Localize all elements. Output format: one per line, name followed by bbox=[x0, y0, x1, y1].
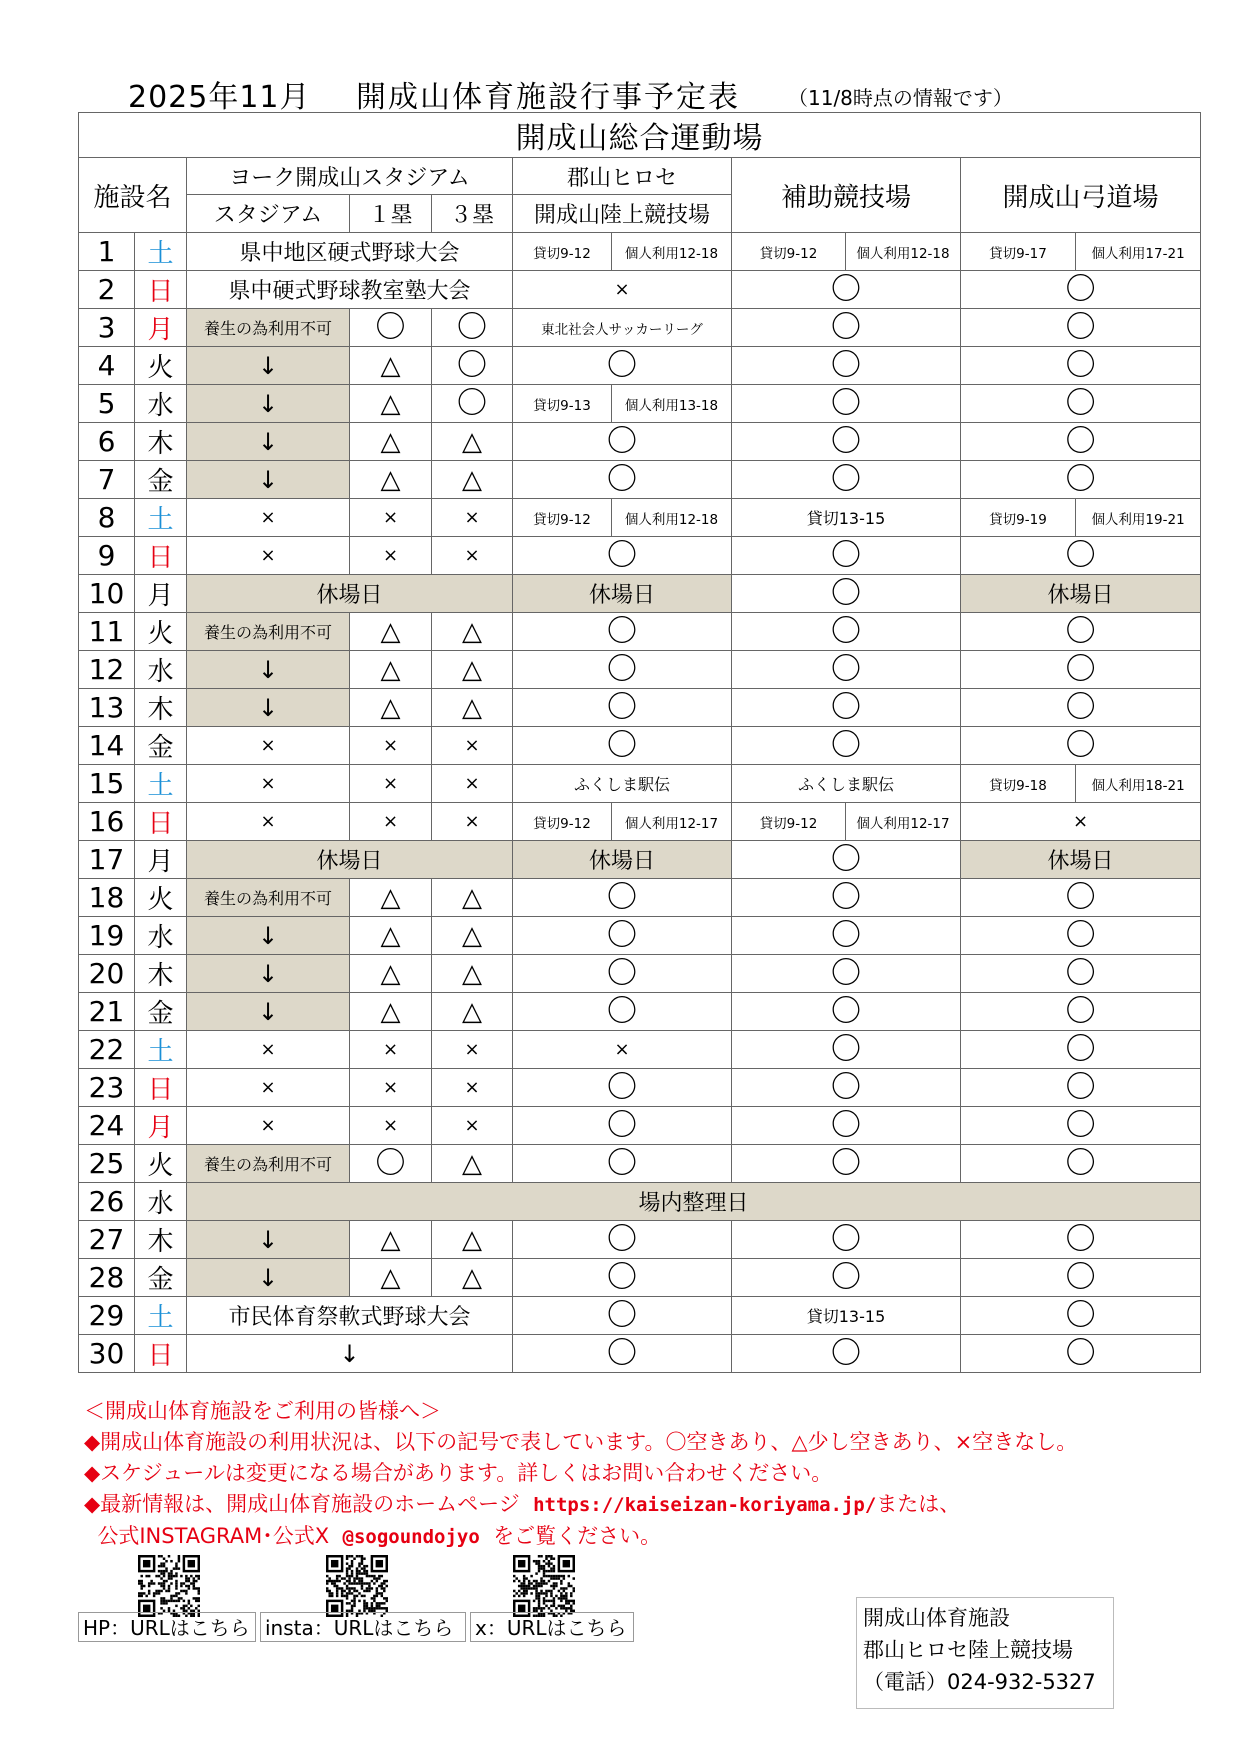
header-athletics: 開成山陸上競技場 bbox=[513, 195, 732, 233]
title-note: （11/8時点の情報です） bbox=[788, 86, 1013, 110]
day-number: 9 bbox=[79, 537, 135, 575]
title-main: 開成山体育施設行事予定表 bbox=[356, 80, 740, 115]
table-row bbox=[79, 689, 1201, 727]
schedule-cell: 〇 bbox=[961, 1335, 1201, 1373]
schedule-cell: 個人利用12-18 bbox=[846, 233, 961, 271]
schedule-cell: × bbox=[350, 537, 432, 575]
schedule-cell: ↓ bbox=[187, 1221, 350, 1259]
table-row bbox=[79, 841, 1201, 879]
day-weekday: 木 bbox=[135, 423, 187, 461]
day-weekday: 火 bbox=[135, 613, 187, 651]
notice-symbols: ◆開成山体育施設の利用状況は、以下の記号で表しています。〇空きあり、△少し空きあり、×空きなし。 bbox=[84, 1430, 1078, 1454]
table-row bbox=[79, 347, 1201, 385]
schedule-cell: 貸切9-18 bbox=[961, 765, 1076, 803]
schedule-cell: 〇 bbox=[732, 1335, 961, 1373]
schedule-cell: △ bbox=[350, 461, 432, 499]
day-number: 4 bbox=[79, 347, 135, 385]
notice-or: または、 bbox=[876, 1492, 961, 1516]
schedule-cell: 個人利用12-18 bbox=[612, 499, 732, 537]
schedule-cell: 貸切9-12 bbox=[513, 499, 612, 537]
schedule-cell: 〇 bbox=[961, 1259, 1201, 1297]
header-field3: ３塁 bbox=[432, 195, 513, 233]
notice-social-text: 公式INSTAGRAM･公式X bbox=[97, 1524, 330, 1548]
schedule-cell: 〇 bbox=[513, 1069, 732, 1107]
table-row bbox=[79, 993, 1201, 1031]
schedule-cell: 〇 bbox=[961, 461, 1201, 499]
schedule-cell: 〇 bbox=[513, 613, 732, 651]
schedule-cell: ふくしま駅伝 bbox=[732, 765, 961, 803]
schedule-cell: 〇 bbox=[961, 537, 1201, 575]
day-number: 13 bbox=[79, 689, 135, 727]
day-weekday: 土 bbox=[135, 1297, 187, 1335]
day-number: 23 bbox=[79, 1069, 135, 1107]
schedule-cell: 休場日 bbox=[187, 841, 513, 879]
table-row bbox=[79, 233, 1201, 271]
schedule-cell: 養生の為利用不可 bbox=[187, 1145, 350, 1183]
table-row bbox=[79, 423, 1201, 461]
day-weekday: 木 bbox=[135, 955, 187, 993]
schedule-cell: 〇 bbox=[961, 651, 1201, 689]
social-handle[interactable]: @sogoundojyo bbox=[342, 1526, 480, 1548]
day-weekday: 火 bbox=[135, 347, 187, 385]
contact-phone: （電話）024-932-5327 bbox=[863, 1670, 1096, 1694]
notice-website bbox=[84, 1489, 1224, 1521]
contact-facility: 開成山体育施設 bbox=[863, 1606, 1010, 1630]
schedule-cell: × bbox=[432, 1069, 513, 1107]
schedule-cell: 個人利用18-21 bbox=[1076, 765, 1201, 803]
day-number: 29 bbox=[79, 1297, 135, 1335]
schedule-cell: 〇 bbox=[732, 917, 961, 955]
schedule-cell: × bbox=[187, 1031, 350, 1069]
table-row bbox=[79, 385, 1201, 423]
table-row bbox=[79, 1069, 1201, 1107]
schedule-cell: 〇 bbox=[961, 347, 1201, 385]
schedule-table bbox=[78, 112, 1201, 1373]
day-number: 27 bbox=[79, 1221, 135, 1259]
schedule-cell: 〇 bbox=[961, 309, 1201, 347]
schedule-cell: × bbox=[350, 1107, 432, 1145]
day-weekday: 金 bbox=[135, 461, 187, 499]
schedule-cell: 〇 bbox=[732, 271, 961, 309]
qr-code-insta[interactable] bbox=[326, 1555, 388, 1617]
day-number: 24 bbox=[79, 1107, 135, 1145]
table-row bbox=[79, 765, 1201, 803]
notice-social bbox=[84, 1521, 1224, 1553]
schedule-cell: 休場日 bbox=[513, 575, 732, 613]
schedule-cell: 〇 bbox=[961, 993, 1201, 1031]
table-row bbox=[79, 1221, 1201, 1259]
schedule-cell: 〇 bbox=[732, 1031, 961, 1069]
day-weekday: 水 bbox=[135, 385, 187, 423]
header-facility: 施設名 bbox=[79, 158, 187, 233]
schedule-cell: 〇 bbox=[961, 1145, 1201, 1183]
schedule-cell: 〇 bbox=[961, 1031, 1201, 1069]
schedule-cell: 〇 bbox=[732, 651, 961, 689]
schedule-cell: △ bbox=[432, 955, 513, 993]
schedule-cell: △ bbox=[432, 461, 513, 499]
x-link[interactable]: x：URLはこちら bbox=[470, 1612, 634, 1642]
table-row bbox=[79, 879, 1201, 917]
day-weekday: 日 bbox=[135, 1069, 187, 1107]
schedule-cell: × bbox=[432, 765, 513, 803]
table-row bbox=[79, 1335, 1201, 1373]
table-row bbox=[79, 1031, 1201, 1069]
qr-code-x[interactable] bbox=[513, 1555, 575, 1617]
table-row bbox=[79, 271, 1201, 309]
schedule-cell: 〇 bbox=[732, 347, 961, 385]
day-weekday: 土 bbox=[135, 765, 187, 803]
schedule-cell: 貸切9-12 bbox=[513, 803, 612, 841]
schedule-cell: 貸切9-19 bbox=[961, 499, 1076, 537]
table-row bbox=[79, 575, 1201, 613]
schedule-cell: 〇 bbox=[513, 917, 732, 955]
schedule-cell: × bbox=[513, 271, 732, 309]
title-month: 2025年11月 bbox=[128, 80, 311, 115]
day-weekday: 土 bbox=[135, 499, 187, 537]
schedule-cell: △ bbox=[350, 1221, 432, 1259]
schedule-cell: △ bbox=[432, 613, 513, 651]
schedule-cell: ↓ bbox=[187, 917, 350, 955]
schedule-cell: △ bbox=[432, 423, 513, 461]
day-weekday: 日 bbox=[135, 1335, 187, 1373]
schedule-cell: ↓ bbox=[187, 955, 350, 993]
table-row bbox=[79, 499, 1201, 537]
schedule-cell: △ bbox=[350, 993, 432, 1031]
schedule-cell: △ bbox=[350, 423, 432, 461]
table-row bbox=[79, 461, 1201, 499]
header-yorku: ヨーク開成山スタジアム bbox=[187, 158, 513, 195]
table-row bbox=[79, 1259, 1201, 1297]
schedule-cell: 〇 bbox=[961, 689, 1201, 727]
schedule-cell: × bbox=[350, 765, 432, 803]
schedule-cell: × bbox=[350, 1031, 432, 1069]
day-number: 7 bbox=[79, 461, 135, 499]
header-field1: １塁 bbox=[350, 195, 432, 233]
schedule-cell: 〇 bbox=[513, 993, 732, 1031]
schedule-cell: 〇 bbox=[432, 347, 513, 385]
insta-link[interactable]: insta：URLはこちら bbox=[260, 1612, 466, 1642]
schedule-cell: 〇 bbox=[432, 385, 513, 423]
schedule-cell: △ bbox=[350, 651, 432, 689]
day-weekday: 金 bbox=[135, 993, 187, 1031]
day-weekday: 土 bbox=[135, 233, 187, 271]
schedule-cell: △ bbox=[350, 385, 432, 423]
schedule-cell: 〇 bbox=[513, 1145, 732, 1183]
schedule-cell: 〇 bbox=[513, 423, 732, 461]
day-number: 17 bbox=[79, 841, 135, 879]
schedule-cell: 〇 bbox=[513, 689, 732, 727]
day-weekday: 金 bbox=[135, 727, 187, 765]
schedule-cell: 〇 bbox=[732, 1107, 961, 1145]
schedule-cell: △ bbox=[432, 879, 513, 917]
schedule-cell: 〇 bbox=[732, 309, 961, 347]
day-number: 10 bbox=[79, 575, 135, 613]
day-weekday: 水 bbox=[135, 651, 187, 689]
schedule-cell: 〇 bbox=[732, 385, 961, 423]
schedule-cell: 〇 bbox=[961, 917, 1201, 955]
day-weekday: 日 bbox=[135, 537, 187, 575]
schedule-cell: × bbox=[350, 499, 432, 537]
schedule-cell: 〇 bbox=[432, 309, 513, 347]
schedule-cell: × bbox=[187, 803, 350, 841]
schedule-cell: × bbox=[432, 1031, 513, 1069]
schedule-cell: × bbox=[432, 1107, 513, 1145]
contact-stadium: 郡山ヒロセ陸上競技場 bbox=[863, 1638, 1073, 1662]
table-row bbox=[79, 1183, 1201, 1221]
schedule-cell: ↓ bbox=[187, 461, 350, 499]
day-number: 2 bbox=[79, 271, 135, 309]
schedule-cell: 休場日 bbox=[961, 841, 1201, 879]
schedule-cell: △ bbox=[432, 1145, 513, 1183]
schedule-cell: △ bbox=[432, 1221, 513, 1259]
notice-website-text: ◆最新情報は、開成山体育施設のホームページ bbox=[84, 1492, 520, 1516]
schedule-cell: ↓ bbox=[187, 993, 350, 1031]
schedule-cell: 〇 bbox=[732, 461, 961, 499]
schedule-cell: 〇 bbox=[732, 1069, 961, 1107]
day-weekday: 月 bbox=[135, 1107, 187, 1145]
schedule-cell: × bbox=[350, 1069, 432, 1107]
day-number: 30 bbox=[79, 1335, 135, 1373]
schedule-cell: 休場日 bbox=[961, 575, 1201, 613]
day-weekday: 水 bbox=[135, 917, 187, 955]
notice-block bbox=[84, 1396, 1224, 1553]
schedule-cell: 〇 bbox=[732, 1221, 961, 1259]
schedule-cell: 〇 bbox=[513, 955, 732, 993]
table-row bbox=[79, 1145, 1201, 1183]
schedule-cell: 〇 bbox=[732, 879, 961, 917]
schedule-cell: 〇 bbox=[513, 1107, 732, 1145]
day-number: 14 bbox=[79, 727, 135, 765]
schedule-cell: 養生の為利用不可 bbox=[187, 879, 350, 917]
day-number: 3 bbox=[79, 309, 135, 347]
day-weekday: 木 bbox=[135, 689, 187, 727]
schedule-cell: 貸切9-12 bbox=[513, 233, 612, 271]
schedule-cell: 〇 bbox=[732, 841, 961, 879]
website-link[interactable]: https://kaiseizan-koriyama.jp/ bbox=[533, 1494, 877, 1516]
qr-code-hp[interactable] bbox=[138, 1555, 200, 1617]
day-number: 28 bbox=[79, 1259, 135, 1297]
schedule-cell: 貸切9-13 bbox=[513, 385, 612, 423]
contact-box bbox=[856, 1597, 1114, 1709]
schedule-cell: △ bbox=[350, 613, 432, 651]
schedule-cell: 〇 bbox=[513, 879, 732, 917]
schedule-cell: 〇 bbox=[961, 879, 1201, 917]
schedule-cell: 〇 bbox=[961, 613, 1201, 651]
schedule-cell: × bbox=[187, 727, 350, 765]
schedule-cell: 県中地区硬式野球大会 bbox=[187, 233, 513, 271]
day-weekday: 土 bbox=[135, 1031, 187, 1069]
schedule-cell: 東北社会人サッカーリーグ bbox=[513, 309, 732, 347]
day-number: 6 bbox=[79, 423, 135, 461]
notice-heading: ＜開成山体育施設をご利用の皆様へ＞ bbox=[84, 1399, 441, 1423]
schedule-cell: × bbox=[432, 537, 513, 575]
schedule-cell: 〇 bbox=[961, 955, 1201, 993]
schedule-cell: × bbox=[432, 727, 513, 765]
schedule-cell: × bbox=[432, 499, 513, 537]
table-row bbox=[79, 917, 1201, 955]
schedule-cell: 個人利用13-18 bbox=[612, 385, 732, 423]
schedule-cell: 〇 bbox=[961, 1107, 1201, 1145]
schedule-cell: 県中硬式野球教室塾大会 bbox=[187, 271, 513, 309]
schedule-cell: 〇 bbox=[961, 385, 1201, 423]
schedule-cell: 養生の為利用不可 bbox=[187, 613, 350, 651]
schedule-cell: △ bbox=[350, 917, 432, 955]
schedule-cell: △ bbox=[432, 1259, 513, 1297]
schedule-cell: △ bbox=[350, 1259, 432, 1297]
schedule-cell: 個人利用17-21 bbox=[1076, 233, 1201, 271]
table-row bbox=[79, 613, 1201, 651]
schedule-cell: × bbox=[187, 765, 350, 803]
day-number: 16 bbox=[79, 803, 135, 841]
schedule-cell: 〇 bbox=[961, 423, 1201, 461]
table-row bbox=[79, 1107, 1201, 1145]
schedule-cell: × bbox=[350, 727, 432, 765]
schedule-cell: 〇 bbox=[513, 727, 732, 765]
schedule-cell: 養生の為利用不可 bbox=[187, 309, 350, 347]
schedule-cell: ↓ bbox=[187, 385, 350, 423]
schedule-cell: △ bbox=[350, 955, 432, 993]
day-number: 20 bbox=[79, 955, 135, 993]
schedule-cell: 市民体育祭軟式野球大会 bbox=[187, 1297, 513, 1335]
schedule-cell: 〇 bbox=[732, 537, 961, 575]
schedule-cell: 〇 bbox=[732, 1145, 961, 1183]
schedule-cell: 〇 bbox=[961, 271, 1201, 309]
schedule-cell: 〇 bbox=[513, 537, 732, 575]
day-number: 8 bbox=[79, 499, 135, 537]
day-weekday: 木 bbox=[135, 1221, 187, 1259]
schedule-cell: 貸切9-12 bbox=[732, 803, 846, 841]
day-number: 22 bbox=[79, 1031, 135, 1069]
header-aux: 補助競技場 bbox=[732, 158, 961, 233]
header-stadium: スタジアム bbox=[187, 195, 350, 233]
schedule-cell: × bbox=[513, 1031, 732, 1069]
schedule-cell: × bbox=[432, 803, 513, 841]
document-title bbox=[128, 72, 1108, 115]
schedule-cell: 貸切9-17 bbox=[961, 233, 1076, 271]
schedule-cell: 〇 bbox=[961, 1221, 1201, 1259]
schedule-cell: 〇 bbox=[961, 1069, 1201, 1107]
schedule-cell: 〇 bbox=[732, 955, 961, 993]
schedule-cell: 〇 bbox=[732, 689, 961, 727]
day-weekday: 日 bbox=[135, 271, 187, 309]
schedule-cell: 貸切9-12 bbox=[732, 233, 846, 271]
notice-change: ◆スケジュールは変更になる場合があります。詳しくはお問い合わせください。 bbox=[84, 1461, 833, 1485]
day-weekday: 月 bbox=[135, 309, 187, 347]
schedule-cell: ↓ bbox=[187, 1335, 513, 1373]
schedule-cell: 個人利用19-21 bbox=[1076, 499, 1201, 537]
schedule-cell: 個人利用12-18 bbox=[612, 233, 732, 271]
schedule-cell: 貸切13-15 bbox=[732, 1297, 961, 1335]
schedule-cell: △ bbox=[350, 689, 432, 727]
schedule-cell: △ bbox=[432, 917, 513, 955]
day-number: 26 bbox=[79, 1183, 135, 1221]
table-row bbox=[79, 651, 1201, 689]
schedule-cell: 〇 bbox=[513, 347, 732, 385]
schedule-cell: △ bbox=[350, 879, 432, 917]
day-number: 5 bbox=[79, 385, 135, 423]
day-number: 19 bbox=[79, 917, 135, 955]
schedule-cell: 個人利用12-17 bbox=[612, 803, 732, 841]
schedule-cell: 〇 bbox=[513, 1297, 732, 1335]
schedule-cell: × bbox=[350, 803, 432, 841]
day-number: 11 bbox=[79, 613, 135, 651]
day-number: 25 bbox=[79, 1145, 135, 1183]
schedule-cell: 休場日 bbox=[513, 841, 732, 879]
schedule-cell: 〇 bbox=[732, 613, 961, 651]
schedule-cell: △ bbox=[432, 689, 513, 727]
schedule-cell: ↓ bbox=[187, 651, 350, 689]
schedule-cell: 〇 bbox=[732, 423, 961, 461]
schedule-cell: 〇 bbox=[732, 1259, 961, 1297]
table-row bbox=[79, 537, 1201, 575]
schedule-cell: × bbox=[961, 803, 1201, 841]
schedule-cell: 〇 bbox=[513, 1221, 732, 1259]
day-number: 1 bbox=[79, 233, 135, 271]
table-row bbox=[79, 309, 1201, 347]
schedule-cell: × bbox=[187, 537, 350, 575]
day-weekday: 月 bbox=[135, 841, 187, 879]
schedule-cell: 貸切13-15 bbox=[732, 499, 961, 537]
schedule-cell: △ bbox=[432, 651, 513, 689]
day-weekday: 金 bbox=[135, 1259, 187, 1297]
schedule-cell: 個人利用12-17 bbox=[846, 803, 961, 841]
schedule-cell: 〇 bbox=[961, 727, 1201, 765]
schedule-cell: ふくしま駅伝 bbox=[513, 765, 732, 803]
schedule-cell: × bbox=[187, 1069, 350, 1107]
venue-title: 開成山総合運動場 bbox=[79, 113, 1201, 158]
hp-link[interactable]: HP：URLはこちら bbox=[78, 1612, 256, 1642]
schedule-cell: ↓ bbox=[187, 347, 350, 385]
day-weekday: 水 bbox=[135, 1183, 187, 1221]
table-row bbox=[79, 727, 1201, 765]
schedule-cell: × bbox=[187, 1107, 350, 1145]
day-number: 12 bbox=[79, 651, 135, 689]
day-number: 18 bbox=[79, 879, 135, 917]
header-kyudo: 開成山弓道場 bbox=[961, 158, 1201, 233]
schedule-cell: 〇 bbox=[350, 1145, 432, 1183]
day-weekday: 日 bbox=[135, 803, 187, 841]
day-weekday: 火 bbox=[135, 1145, 187, 1183]
schedule-cell: 〇 bbox=[513, 1259, 732, 1297]
schedule-cell: × bbox=[187, 499, 350, 537]
header-hirose: 郡山ヒロセ bbox=[513, 158, 732, 195]
day-number: 21 bbox=[79, 993, 135, 1031]
day-number: 15 bbox=[79, 765, 135, 803]
schedule-cell: ↓ bbox=[187, 423, 350, 461]
schedule-cell: 〇 bbox=[513, 1335, 732, 1373]
schedule-cell: △ bbox=[350, 347, 432, 385]
schedule-cell: 〇 bbox=[732, 727, 961, 765]
schedule-cell: 場内整理日 bbox=[187, 1183, 1201, 1221]
schedule-cell: ↓ bbox=[187, 1259, 350, 1297]
table-row bbox=[79, 955, 1201, 993]
schedule-cell: 〇 bbox=[513, 651, 732, 689]
schedule-cell: 〇 bbox=[961, 1297, 1201, 1335]
schedule-cell: 〇 bbox=[513, 461, 732, 499]
schedule-cell: ↓ bbox=[187, 689, 350, 727]
schedule-cell: 〇 bbox=[350, 309, 432, 347]
table-row bbox=[79, 1297, 1201, 1335]
day-weekday: 月 bbox=[135, 575, 187, 613]
schedule-cell: 〇 bbox=[732, 575, 961, 613]
table-row bbox=[79, 803, 1201, 841]
day-weekday: 火 bbox=[135, 879, 187, 917]
schedule-cell: 休場日 bbox=[187, 575, 513, 613]
schedule-cell: △ bbox=[432, 993, 513, 1031]
notice-social-end: をご覧ください。 bbox=[493, 1524, 662, 1548]
schedule-cell: 〇 bbox=[732, 993, 961, 1031]
